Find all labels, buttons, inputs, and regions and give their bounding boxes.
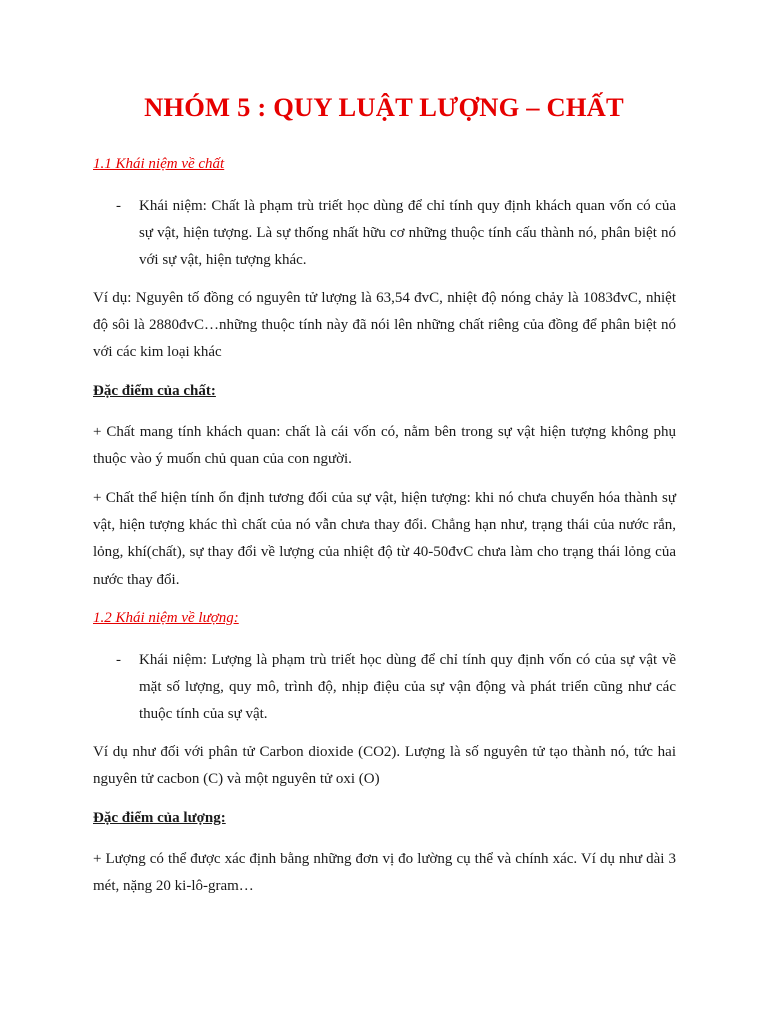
- quality-feature-stability: + Chất thể hiện tính ổn định tương đối của sự vật, hiện tượng: khi nó chưa chuyển hóa thành sự vật, hiện tượng khác thì chất của nó vẫn chưa thay đổi. Chẳng hạn như, trạng thái của nước rắn, lỏng, khí(chất), sự thay đổi về lượng của nhiệt độ từ 40-50đvC chưa làm cho trạng thái lỏng của nước thay đổi.: [93, 490, 676, 588]
- quantity-definition: Khái niệm: Lượng là phạm trù triết học dùng để chỉ tính quy định vốn có của sự vật về mặt số lượng, quy mô, trình độ, nhịp điệu của sự vận động và phát triển cũng như các thuộc tính của sự vật.: [139, 652, 676, 722]
- quality-example: Ví dụ: Nguyên tố đồng có nguyên tử lượng là 63,54 đvC, nhiệt độ nóng chảy là 1083đvC, nhiệt độ sôi là 2880đvC…những thuộc tính này đã nói lên những chất riêng của đồng để phân biệt nó với các kim loại khác: [93, 290, 676, 361]
- section-heading-quantity: 1.2 Khái niệm về lượng:: [93, 610, 239, 626]
- page-title: NHÓM 5 : QUY LUẬT LƯỢNG – CHẤT: [144, 92, 624, 122]
- section-heading-quality: 1.1 Khái niệm về chất: [93, 156, 225, 172]
- quantity-example: Ví dụ như đối với phân tử Carbon dioxide (CO2). Lượng là số nguyên tử tạo thành nó, tức hai nguyên tử cacbon (C) và một nguyên tử oxi (O): [93, 744, 676, 788]
- bullet-dash: -: [116, 198, 121, 214]
- quantity-features-heading: Đặc điểm của lượng:: [93, 810, 226, 826]
- quality-feature-objective: + Chất mang tính khách quan: chất là cái vốn có, nằm bên trong sự vật hiện tượng không phụ thuộc vào ý muốn chủ quan của con người.: [93, 424, 676, 468]
- quality-definition: Khái niệm: Chất là phạm trù triết học dùng để chỉ tính quy định khách quan vốn có của sự vật, hiện tượng. Là sự thống nhất hữu cơ những thuộc tính cấu thành nó, phân biệt nó với sự vật, hiện tượng khác.: [139, 198, 676, 268]
- quality-features-heading: Đặc điểm của chất:: [93, 383, 216, 399]
- bullet-dash: -: [116, 652, 121, 668]
- quantity-feature-measurable: + Lượng có thể được xác định bằng những đơn vị đo lường cụ thể và chính xác. Ví dụ như dài 3 mét, nặng 20 ki-lô-gram…: [93, 851, 676, 895]
